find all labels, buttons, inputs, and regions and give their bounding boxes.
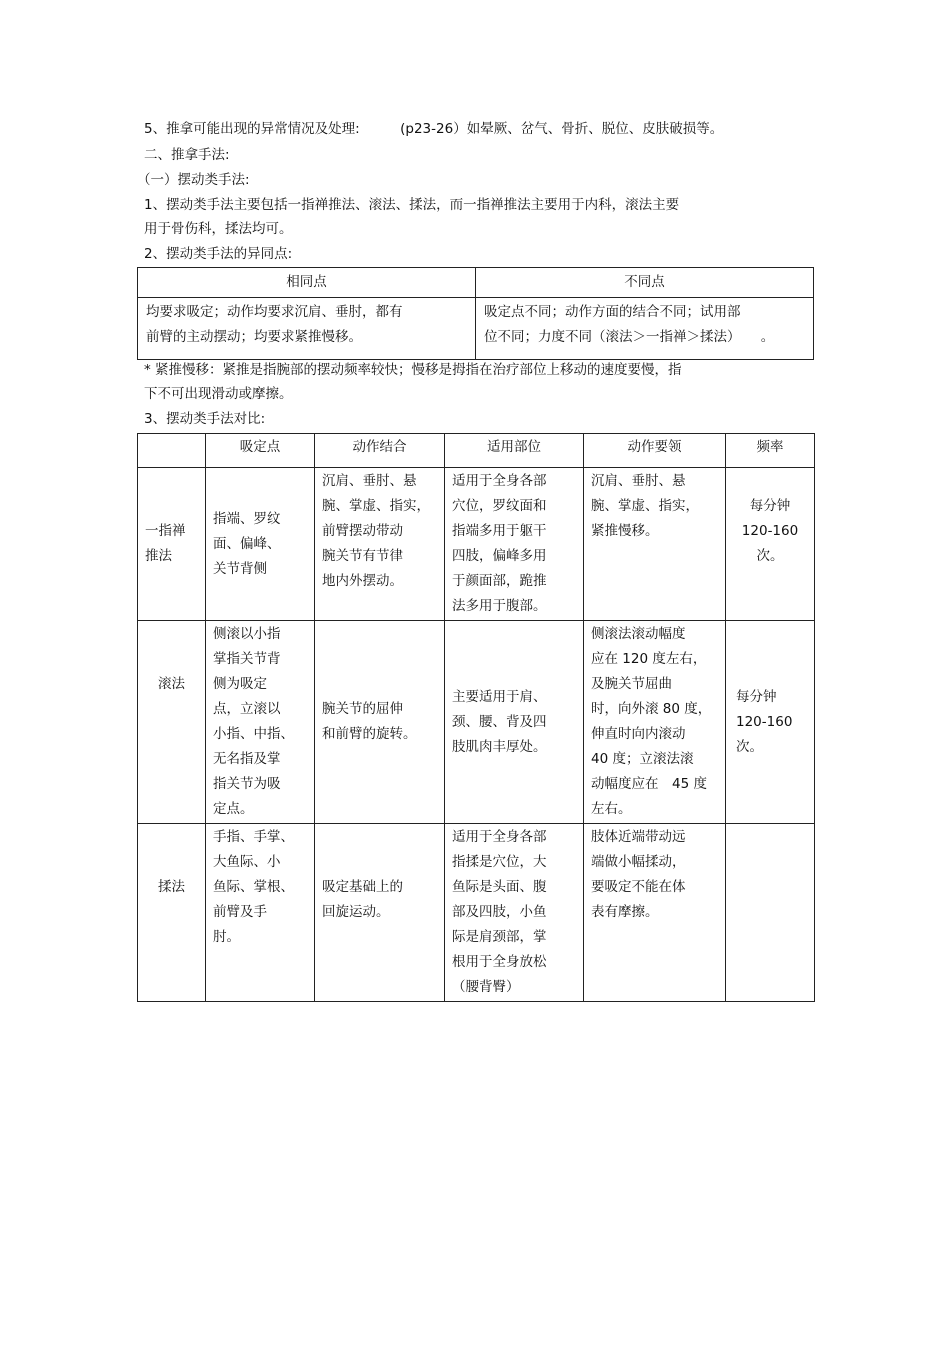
table-row — [138, 621, 815, 824]
action-cell: 腕关节的屈伸 和前臂的旋转。 — [315, 621, 445, 824]
header-applicable-parts: 适用部位 — [445, 434, 584, 468]
similarities-differences-table — [137, 267, 814, 360]
frequency-cell — [726, 824, 815, 1002]
frequency-cell: 每分钟 120-160 次。 — [726, 468, 815, 621]
header-action-keys: 动作要领 — [584, 434, 726, 468]
similarities-cell: 均要求吸定；动作均要求沉肩、垂肘，都有 前臂的主动摆动；均要求紧推慢移。 — [138, 298, 476, 360]
heading-massage-techniques: 二、推拿手法: — [144, 147, 230, 163]
key-cell: 肢体近端带动远 端做小幅揉动， 要吸定不能在体 表有摩擦。 — [584, 824, 726, 1002]
differences-cell: 吸定点不同；动作方面的结合不同；试用部 位不同；力度不同（滚法＞一指禅＞揉法） 。 — [476, 298, 814, 360]
paragraph-2-title: 2、摆动类手法的异同点: — [144, 246, 293, 262]
header-corner — [138, 434, 206, 468]
section-5-line: 5、推拿可能出现的异常情况及处理: (p23-26）如晕厥、岔气、骨折、脱位、皮肤破损等。 — [144, 121, 724, 137]
paragraph-1-line-1: 1、摆动类手法主要包括一指禅推法、滚法、揉法，而一指禅推法主要用于内科，滚法主要 — [144, 197, 680, 213]
key-cell: 侧滚法滚动幅度 应在 120 度左右， 及腕关节屈曲 时，向外滚 80 度， 伸直时向内滚动 40 度；立滚法滚 动幅度应在 45 度 左右。 — [584, 621, 726, 824]
action-cell: 吸定基础上的 回旋运动。 — [315, 824, 445, 1002]
comparison-table — [137, 433, 815, 1002]
header-frequency: 频率 — [726, 434, 815, 468]
note-line-2: 下不可出现滑动或摩擦。 — [144, 386, 293, 402]
key-cell: 沉肩、垂肘、悬 腕、掌虚、指实， 紧推慢移。 — [584, 468, 726, 621]
parts-cell: 主要适用于肩、 颈、腰、背及四 肢肌肉丰厚处。 — [445, 621, 584, 824]
suction-cell: 手指、手掌、 大鱼际、小 鱼际、掌根、 前臂及手 肘。 — [206, 824, 315, 1002]
action-cell: 沉肩、垂肘、悬 腕、掌虚、指实， 前臂摆动带动 腕关节有节律 地内外摆动。 — [315, 468, 445, 621]
note-line-1: * 紧推慢移：紧推是指腕部的摆动频率较快；慢移是拇指在治疗部位上移动的速度要慢，指 — [144, 362, 682, 378]
paragraph-1-line-2: 用于骨伤科，揉法均可。 — [144, 221, 293, 237]
suction-cell: 侧滚以小指 掌指关节背 侧为吸定 点，立滚以 小指、中指、 无名指及掌 指关节为吸 定点。 — [206, 621, 315, 824]
heading-swing-techniques: （一）摆动类手法: — [137, 172, 250, 188]
table-row — [138, 468, 815, 621]
header-suction-point: 吸定点 — [206, 434, 315, 468]
header-differences: 不同点 — [476, 268, 814, 298]
header-similarities: 相同点 — [138, 268, 476, 298]
frequency-cell: 每分钟 120-160 次。 — [726, 621, 815, 824]
row-name-cell: 一指禅 推法 — [138, 468, 206, 621]
suction-cell: 指端、罗纹 面、偏峰、 关节背侧 — [206, 468, 315, 621]
parts-cell: 适用于全身各部 指揉是穴位，大 鱼际是头面、腹 部及四肢，小鱼 际是肩颈部，掌 根用于全身放松 （腰背臀） — [445, 824, 584, 1002]
header-action-combination: 动作结合 — [315, 434, 445, 468]
row-name-cell: 揉法 — [138, 824, 206, 1002]
row-name-cell: 滚法 — [138, 621, 206, 824]
parts-cell: 适用于全身各部 穴位，罗纹面和 指端多用于躯干 四肢，偏峰多用 于颜面部，跪推 法多用于腹部。 — [445, 468, 584, 621]
table-row — [138, 824, 815, 1002]
paragraph-3-title: 3、摆动类手法对比: — [144, 411, 266, 427]
